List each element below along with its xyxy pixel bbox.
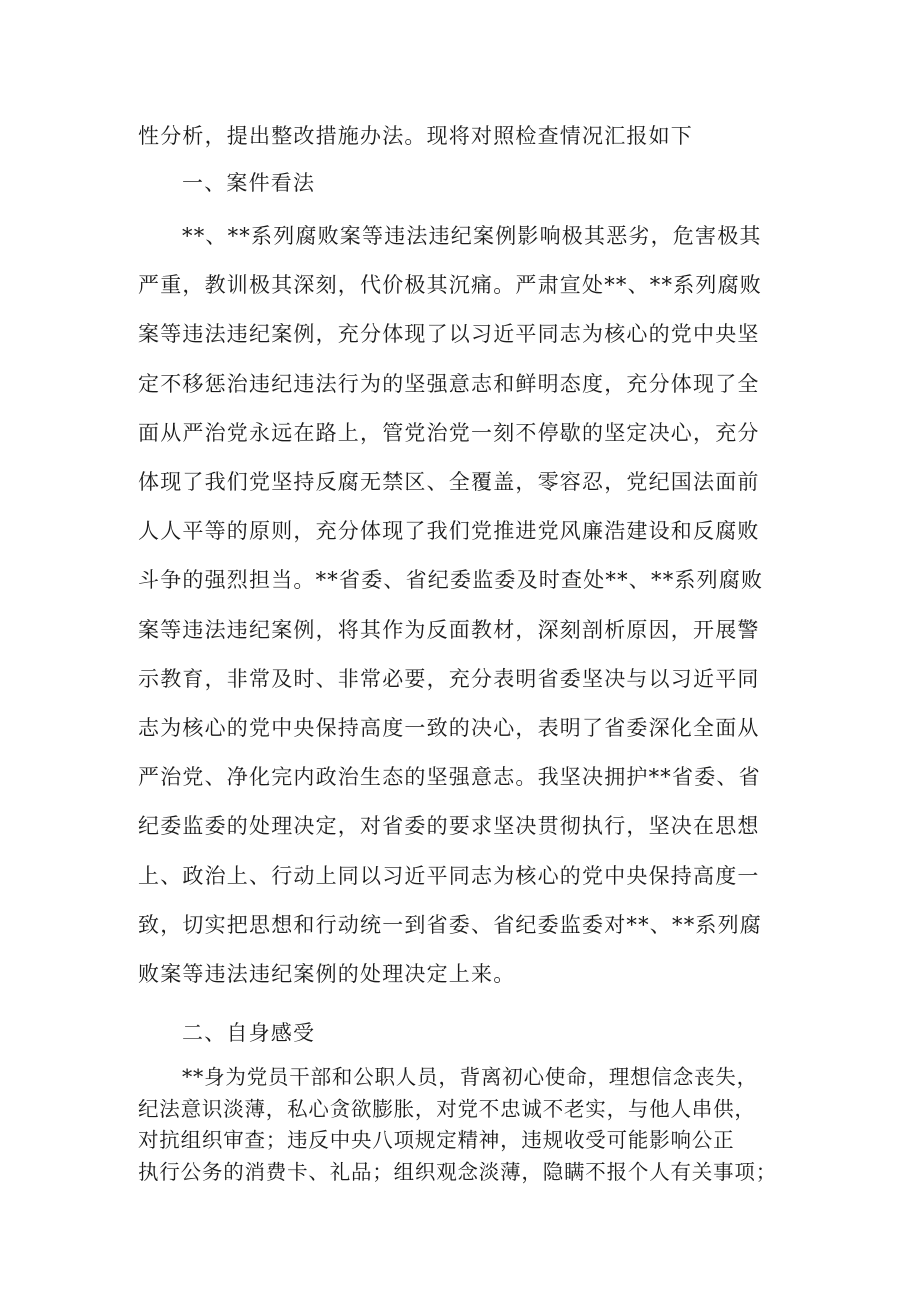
opening-paragraph-tail bbox=[138, 116, 794, 156]
text-line: 严重，教训极其深刻，代价极其沉痛。严肃宣处**、**系列腐败 bbox=[138, 273, 762, 298]
text-line: 志为核心的党中央保持高度一致的决心，表明了省委深化全面从 bbox=[138, 716, 760, 741]
text-line: 体现了我们党坚持反腐无禁区、全覆盖，零容忍，党纪国法面前 bbox=[138, 470, 760, 495]
text-line: 败案等违法违纪案例的处理决定上来。 bbox=[138, 962, 516, 987]
text-line: **、**系列腐败案等违法违纪案例影响极其恶劣，危害极其 bbox=[182, 224, 762, 248]
text-line: 定不移惩治违纪违法行为的坚强意志和鲜明态度，充分体现了全 bbox=[138, 371, 760, 396]
personal-feelings-paragraph bbox=[138, 1062, 794, 1188]
text-line: 案等违法违纪案例，充分体现了以习近平同志为核心的党中央坚 bbox=[138, 322, 760, 347]
text-line: 案等违法违纪案例，将其作为反面教材，深刻剖析原因，开展警 bbox=[138, 617, 760, 642]
text-line: 示教育，非常及时、非常必要，充分表明省委坚决与以习近平同 bbox=[138, 666, 760, 691]
text-line: 执行公务的消费卡、礼品；组织观念淡薄，隐瞒不报个人有关事项； bbox=[138, 1159, 777, 1184]
text-line: 上、政治上、行动上同以习近平同志为核心的党中央保持高度一 bbox=[138, 863, 760, 888]
text-line: 纪法意识淡薄，私心贪欲膨胀，对党不忠诚不老实，与他人串供， bbox=[138, 1096, 756, 1121]
section-heading-case-views: 一、案件看法 bbox=[182, 171, 316, 195]
text-line: 性分析，提出整改措施办法。现将对照检查情况汇报如下 bbox=[138, 124, 693, 148]
case-views-paragraph bbox=[138, 212, 794, 999]
text-line: **身为党员干部和公职人员，背离初心使命，理想信念丧失， bbox=[182, 1065, 758, 1089]
text-line: 严治党、净化完内政治生态的坚强意志。我坚决拥护**省委、省 bbox=[138, 765, 761, 790]
text-line: 纪委监委的处理决定，对省委的要求坚决贯彻执行，坚决在思想 bbox=[138, 814, 760, 839]
text-line: 人人平等的原则，充分体现了我们党推进党风廉浩建设和反腐败 bbox=[138, 519, 760, 544]
section-heading-personal-feelings: 二、自身感受 bbox=[182, 1021, 316, 1045]
text-line: 致，切实把思想和行动统一到省委、省纪委监委对**、**系列腐 bbox=[138, 912, 762, 937]
text-line: 面从严治党永远在路上，管党治党一刻不停歇的坚定决心，充分 bbox=[138, 420, 760, 445]
text-line: 对抗组织审查；违反中央八项规定精神，违规收受可能影响公正 bbox=[138, 1128, 735, 1153]
text-line: 斗争的强烈担当。**省委、省纪委监委及时查处**、**系列腐败 bbox=[138, 568, 764, 593]
